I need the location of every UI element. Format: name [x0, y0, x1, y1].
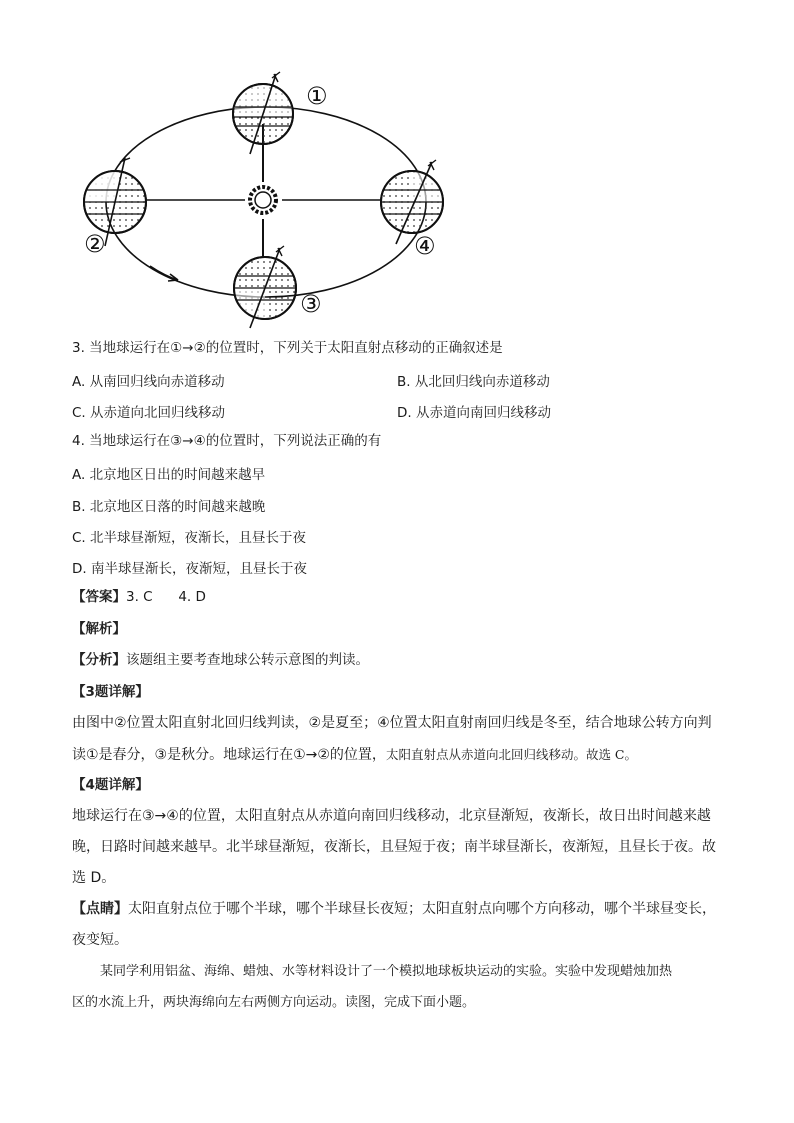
dianjing-line-2: 夜变短。 — [72, 932, 128, 948]
label-position-4: ④ — [414, 232, 436, 260]
detail-3-tag: 【3题详解】 — [72, 684, 149, 700]
dianjing-paragraph — [72, 894, 726, 956]
detail-3-paragraph — [72, 708, 726, 771]
analysis-tag: 【解析】 — [72, 621, 126, 637]
label-position-2: ② — [84, 230, 106, 258]
earth-position-3-icon — [234, 246, 296, 328]
question-3-stem: 3. 当地球运行在①→②的位置时，下列关于太阳直射点移动的正确叙述是 — [72, 340, 503, 356]
q3-option-b: B. 从北回归线向赤道移动 — [397, 374, 550, 390]
q4-option-a: A. 北京地区日出的时间越来越早 — [72, 467, 266, 483]
answer-tag: 【答案】 — [72, 589, 126, 605]
detail-4-line-3: 选 D。 — [72, 870, 116, 886]
earth-orbit-diagram — [70, 62, 460, 330]
question-4-stem: 4. 当地球运行在③→④的位置时，下列说法正确的有 — [72, 433, 382, 449]
dianjing-text-1: 太阳直射点位于哪个半球，哪个半球昼长夜短；太阳直射点向哪个方向移动，哪个半球昼变长， — [128, 901, 716, 917]
q3-option-d: D. 从赤道向南回归线移动 — [397, 405, 551, 421]
dianjing-tag: 【点睛】 — [72, 901, 128, 917]
answer-line — [72, 588, 206, 606]
q4-option-d: D. 南半球昼渐长，夜渐短，且昼长于夜 — [72, 561, 307, 577]
earth-position-1-icon — [233, 72, 293, 154]
detail-4-line-1: 地球运行在③→④的位置，太阳直射点从赤道向南回归线移动，北京昼渐短，夜渐长，故日出时间越来越 — [72, 808, 711, 824]
detail-3-line-2b: 太阳直射点从赤道向北回归线移动。故选 C。 — [385, 747, 637, 762]
fenxi-tag: 【分析】 — [72, 652, 126, 668]
detail-4-tag: 【4题详解】 — [72, 777, 149, 793]
q4-option-c: C. 北半球昼渐短，夜渐长，且昼长于夜 — [72, 530, 307, 546]
detail-3-line-2a: 读①是春分，③是秋分。地球运行在①→②的位置， — [72, 747, 386, 763]
detail-3-line-1: 由图中②位置太阳直射北回归线判读，②是夏至；④位置太阳直射南回归线是冬至，结合地球公转方向判 — [72, 715, 712, 731]
detail-3-line-2 — [72, 739, 726, 771]
detail-4-line-2: 晚，日路时间越来越早。北半球昼渐短，夜渐长，且昼短于夜；南半球昼渐长，夜渐短，且昼长于夜。故 — [72, 839, 716, 855]
next-group-intro — [72, 956, 726, 1018]
orbit-direction-arrow-icon — [150, 266, 178, 281]
fenxi-line — [72, 651, 369, 669]
sun-icon — [250, 187, 276, 213]
answer-text: 3. C 4. D — [126, 589, 206, 605]
q3-option-c: C. 从赤道向北回归线移动 — [72, 405, 226, 421]
dianjing-line-1 — [72, 894, 726, 925]
q3-option-a: A. 从南回归线向赤道移动 — [72, 374, 225, 390]
detail-4-paragraph — [72, 801, 726, 894]
fenxi-text: 该题组主要考查地球公转示意图的判读。 — [126, 652, 369, 668]
label-position-3: ③ — [300, 290, 322, 318]
label-position-1: ① — [306, 82, 328, 110]
next-intro-line-2: 区的水流上升，两块海绵向左右两侧方向运动。读图，完成下面小题。 — [72, 995, 476, 1010]
q4-option-b: B. 北京地区日落的时间越来越晚 — [72, 499, 266, 515]
next-intro-line-1: 某同学利用铝盆、海绵、蜡烛、水等材料设计了一个模拟地球板块运动的实验。实验中发现蜡烛加热 — [100, 964, 673, 979]
